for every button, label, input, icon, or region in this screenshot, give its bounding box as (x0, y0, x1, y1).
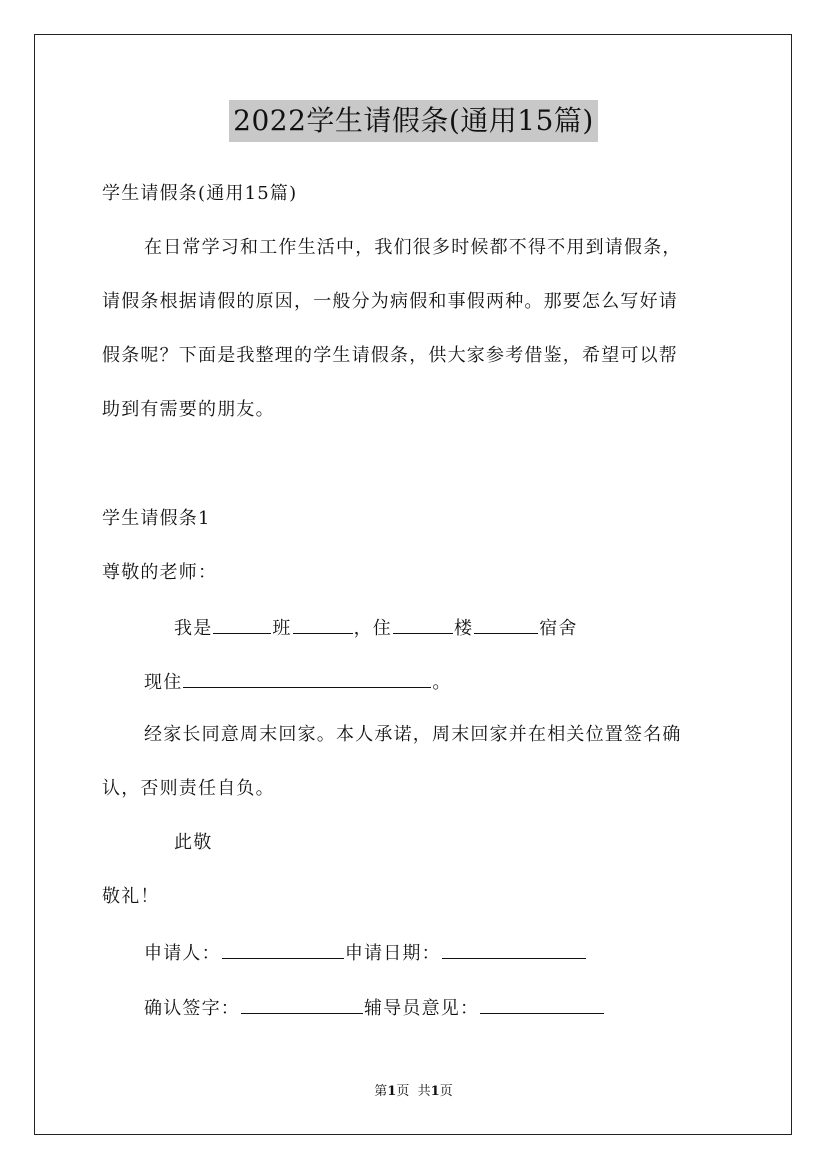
confirm-sign-label: 确认签字： (144, 998, 240, 1019)
subtitle: 学生请假条(通用15篇) (102, 183, 298, 204)
current-address-blank[interactable] (183, 669, 431, 688)
footer-ye: 页 (396, 1084, 410, 1099)
class-number-blank[interactable] (293, 615, 353, 634)
closing-line-1: 此敬 (174, 832, 213, 853)
form-line-current-address (144, 669, 452, 695)
title-wrap (0, 100, 827, 142)
apply-date-blank[interactable] (442, 940, 586, 959)
document-title: 2022学生请假条(通用15篇) (229, 100, 598, 142)
salutation: 尊敬的老师： (102, 562, 218, 583)
body-line-2: 认，否则责任自负。 (102, 778, 275, 799)
applicant-row (144, 940, 587, 966)
label-dorm: 宿舍 (539, 618, 578, 639)
label-i-am: 我是 (174, 618, 213, 639)
label-class: 班 (272, 618, 292, 639)
footer-total-pages: 1 (430, 1084, 440, 1099)
page-footer (0, 1083, 827, 1101)
footer-ye-2: 页 (439, 1084, 453, 1099)
form-line-class-dorm (174, 615, 578, 641)
section-heading: 学生请假条1 (102, 508, 211, 529)
intro-line-1: 在日常学习和工作生活中，我们很多时候都不得不用到请假条， (144, 237, 682, 258)
label-current-live: 现住 (144, 672, 183, 693)
applicant-label: 申请人： (144, 943, 221, 964)
confirm-sign-blank[interactable] (241, 995, 363, 1014)
intro-line-4: 助到有需要的朋友。 (102, 399, 275, 420)
building-blank[interactable] (393, 615, 453, 634)
label-building: 楼 (454, 618, 474, 639)
footer-di: 第 (374, 1084, 388, 1099)
closing-line-2: 敬礼！ (102, 886, 160, 907)
apply-date-label: 申请日期： (344, 943, 441, 964)
period: 。 (432, 672, 452, 693)
body-line-1: 经家长同意周末回家。本人承诺，周末回家并在相关位置签名确 (144, 724, 682, 745)
label-live: ，住 (353, 618, 393, 639)
counselor-blank[interactable] (480, 995, 604, 1014)
counselor-label: 辅导员意见： (364, 998, 480, 1019)
confirm-row (144, 995, 605, 1021)
intro-line-2: 请假条根据请假的原因，一般分为病假和事假两种。那要怎么写好请 (102, 291, 678, 312)
footer-page-number: 1 (387, 1084, 397, 1099)
intro-line-3: 假条呢？下面是我整理的学生请假条，供大家参考借鉴，希望可以帮 (102, 345, 678, 366)
dorm-blank[interactable] (474, 615, 538, 634)
applicant-blank[interactable] (222, 940, 344, 959)
footer-gong: 共 (417, 1084, 431, 1099)
class-blank[interactable] (213, 615, 271, 634)
